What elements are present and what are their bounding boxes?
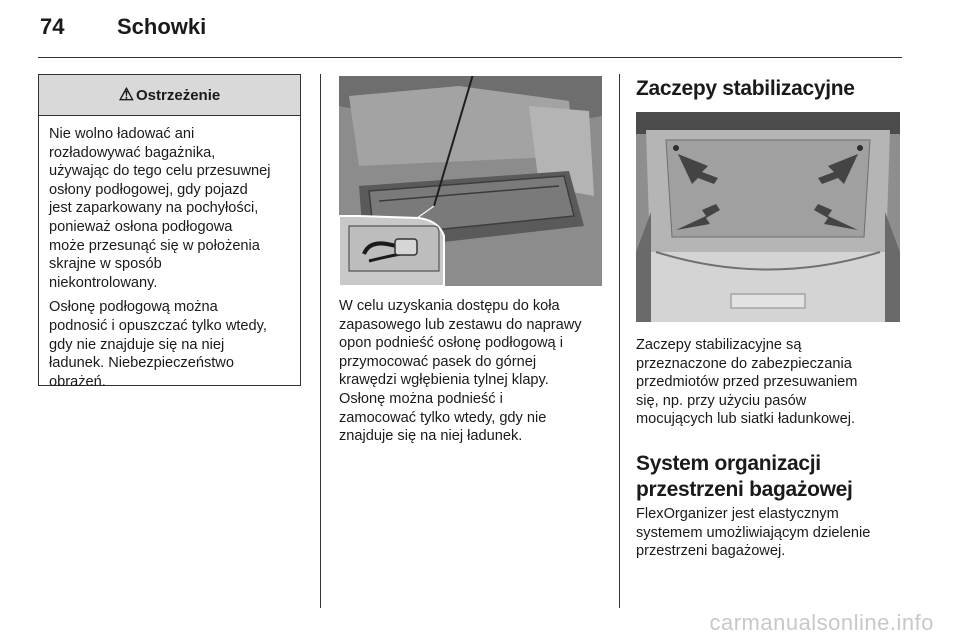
watermark: carmanualsonline.info	[709, 610, 934, 635]
page-title: Schowki	[117, 14, 207, 39]
warning-paragraph: Osłonę podłogową można podnosić i opuszczać tylko wtedy, gdy nie znajduje się na niej ładunek. Niebezpieczeństwo obrażeń.	[49, 299, 267, 390]
flexorganizer-body-text: FlexOrganizer jest elastycznym systemem umożliwiającym dzielenie przestrzeni bagażowej.	[636, 506, 871, 560]
warning-box	[38, 74, 301, 390]
trunk-anchors-illustration	[636, 112, 900, 322]
page-number: 74	[40, 14, 65, 39]
warning-body	[39, 116, 300, 391]
column-divider-right	[619, 74, 620, 608]
floor-cover-illustration	[339, 76, 602, 286]
middle-body-text: W celu uzyskania dostępu do koła zapasowego lub zestawu do naprawy opon podnieść osłonę podłogową i przymocować pasek do górnej krawędzi wgłębienia tylnej klapy. Osłonę można podnieść i zamocować tylko wtedy, gdy nie znajduje się na niej ładunek.	[339, 298, 582, 445]
header-rule	[38, 57, 902, 58]
warning-triangle-icon: ⚠	[118, 85, 135, 104]
warning-header	[39, 75, 300, 116]
section-heading-flexorganizer: System organizacji przestrzeni bagażowej	[636, 452, 853, 501]
anchors-body-text: Zaczepy stabilizacyjne są przeznaczone do zabezpieczania przedmiotów przed przesuwaniem się, np. przy użyciu pasów mocujących lub siatki ładunkowej.	[636, 337, 858, 428]
warning-paragraph: Nie wolno ładować ani rozładowywać bagażnika, używając do tego celu przesuwnej osłony podłogowej, gdy pojazd jest zaparkowany na pochyłości, ponieważ osłona podłogowa może przesunąć się w położenia skrajne w sposób niekontrolowany.	[49, 126, 271, 291]
section-heading-anchors: Zaczepy stabilizacyjne	[636, 77, 855, 100]
warning-title: Ostrzeżenie	[136, 86, 221, 104]
column-divider-left	[320, 74, 321, 608]
